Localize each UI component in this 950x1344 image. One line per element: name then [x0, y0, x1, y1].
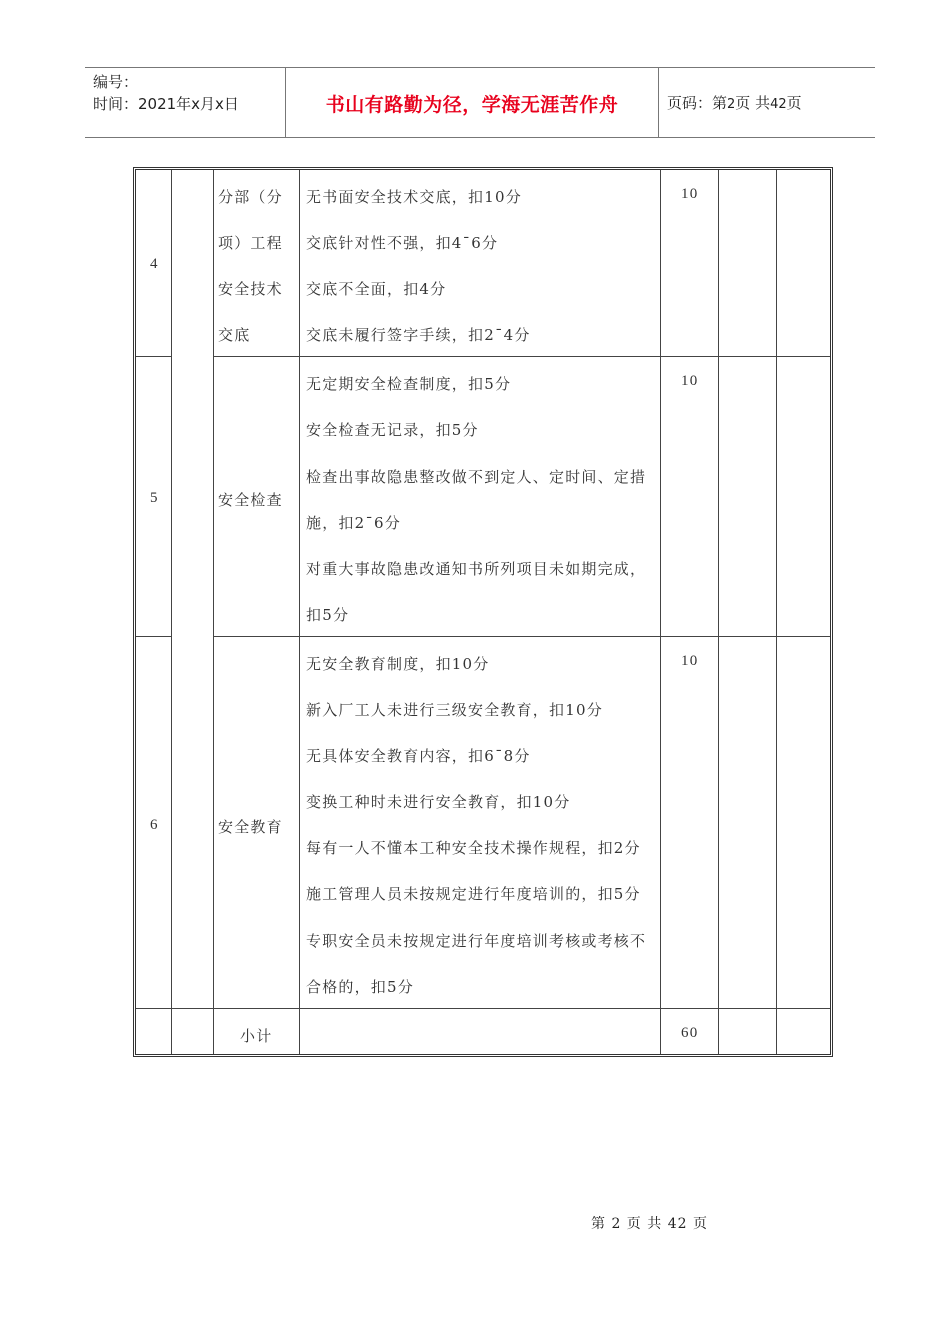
page-mid: 页 共 — [735, 94, 771, 112]
page-header — [85, 67, 875, 138]
row-index: 5 — [150, 490, 159, 506]
row-item-line: 分部（分 — [218, 188, 283, 206]
page-total: 42 — [770, 97, 787, 112]
row-item-line: 项）工程 — [218, 234, 283, 252]
deduction-line: 施工管理人员未按规定进行年度培训的，扣5分 — [306, 885, 641, 903]
grid-line — [718, 170, 719, 1054]
row-score: 10 — [681, 373, 699, 389]
grid-line — [136, 636, 171, 637]
row-item-line: 安全技术 — [218, 280, 283, 298]
deduction-line: 无安全教育制度，扣10分 — [306, 655, 490, 673]
grid-line — [660, 170, 661, 1054]
row-score: 10 — [681, 653, 699, 669]
grid-line — [213, 170, 214, 1054]
header-page-info — [667, 92, 802, 113]
inspection-table — [133, 167, 833, 1057]
header-divider — [658, 68, 659, 137]
deduction-line: 无书面安全技术交底，扣10分 — [306, 188, 522, 206]
deduction-line: 扣5分 — [306, 606, 350, 624]
subtotal-score: 60 — [681, 1025, 699, 1041]
deduction-line: 对重大事故隐患改通知书所列项目未如期完成， — [306, 560, 647, 578]
subtotal-label: 小计 — [240, 1027, 273, 1045]
deduction-line: 检查出事故隐患整改做不到定人、定时间、定措 — [306, 468, 647, 486]
row-item-line: 安全教育 — [218, 818, 283, 836]
deduction-line: 无具体安全教育内容，扣6¯8分 — [306, 747, 531, 765]
header-motto: 书山有路勤为径，学海无涯苦作舟 — [325, 94, 619, 116]
deduction-line: 交底针对性不强，扣4¯6分 — [306, 234, 499, 252]
deduction-line: 交底不全面，扣4分 — [306, 280, 447, 298]
deduction-line: 新入厂工人未进行三级安全教育，扣10分 — [306, 701, 603, 719]
row-index: 6 — [150, 817, 159, 833]
deduction-line: 施，扣2¯6分 — [306, 514, 401, 532]
page-prefix: 页码：第 — [667, 94, 728, 112]
deduction-line: 合格的，扣5分 — [306, 978, 414, 996]
header-meta — [93, 71, 239, 115]
grid-line — [776, 170, 777, 1054]
deduction-line: 变换工种时未进行安全教育，扣10分 — [306, 793, 571, 811]
deduction-line: 无定期安全检查制度，扣5分 — [306, 375, 512, 393]
grid-line — [299, 170, 300, 1054]
page-suffix: 页 — [786, 94, 802, 112]
deduction-line: 交底未履行签字手续，扣2¯4分 — [306, 326, 531, 344]
row-score: 10 — [681, 186, 699, 202]
grid-line — [171, 170, 172, 1054]
deduction-line: 安全检查无记录，扣5分 — [306, 421, 479, 439]
grid-line — [136, 1008, 830, 1009]
row-item-line: 交底 — [218, 326, 251, 344]
header-number-label: 编号： — [93, 73, 139, 91]
header-time-label: 时间：2021年x月x日 — [93, 95, 239, 113]
deduction-line: 每有一人不懂本工种安全技术操作规程，扣2分 — [306, 839, 641, 857]
grid-line — [213, 636, 830, 637]
row-index: 4 — [150, 256, 159, 272]
deduction-line: 专职安全员未按规定进行年度培训考核或考核不 — [306, 932, 647, 950]
grid-line — [136, 356, 171, 357]
page-footer: 第 2 页 共 42 页 — [591, 1216, 708, 1232]
row-item-line: 安全检查 — [218, 491, 283, 509]
page-current: 2 — [727, 97, 736, 112]
grid-line — [213, 356, 830, 357]
